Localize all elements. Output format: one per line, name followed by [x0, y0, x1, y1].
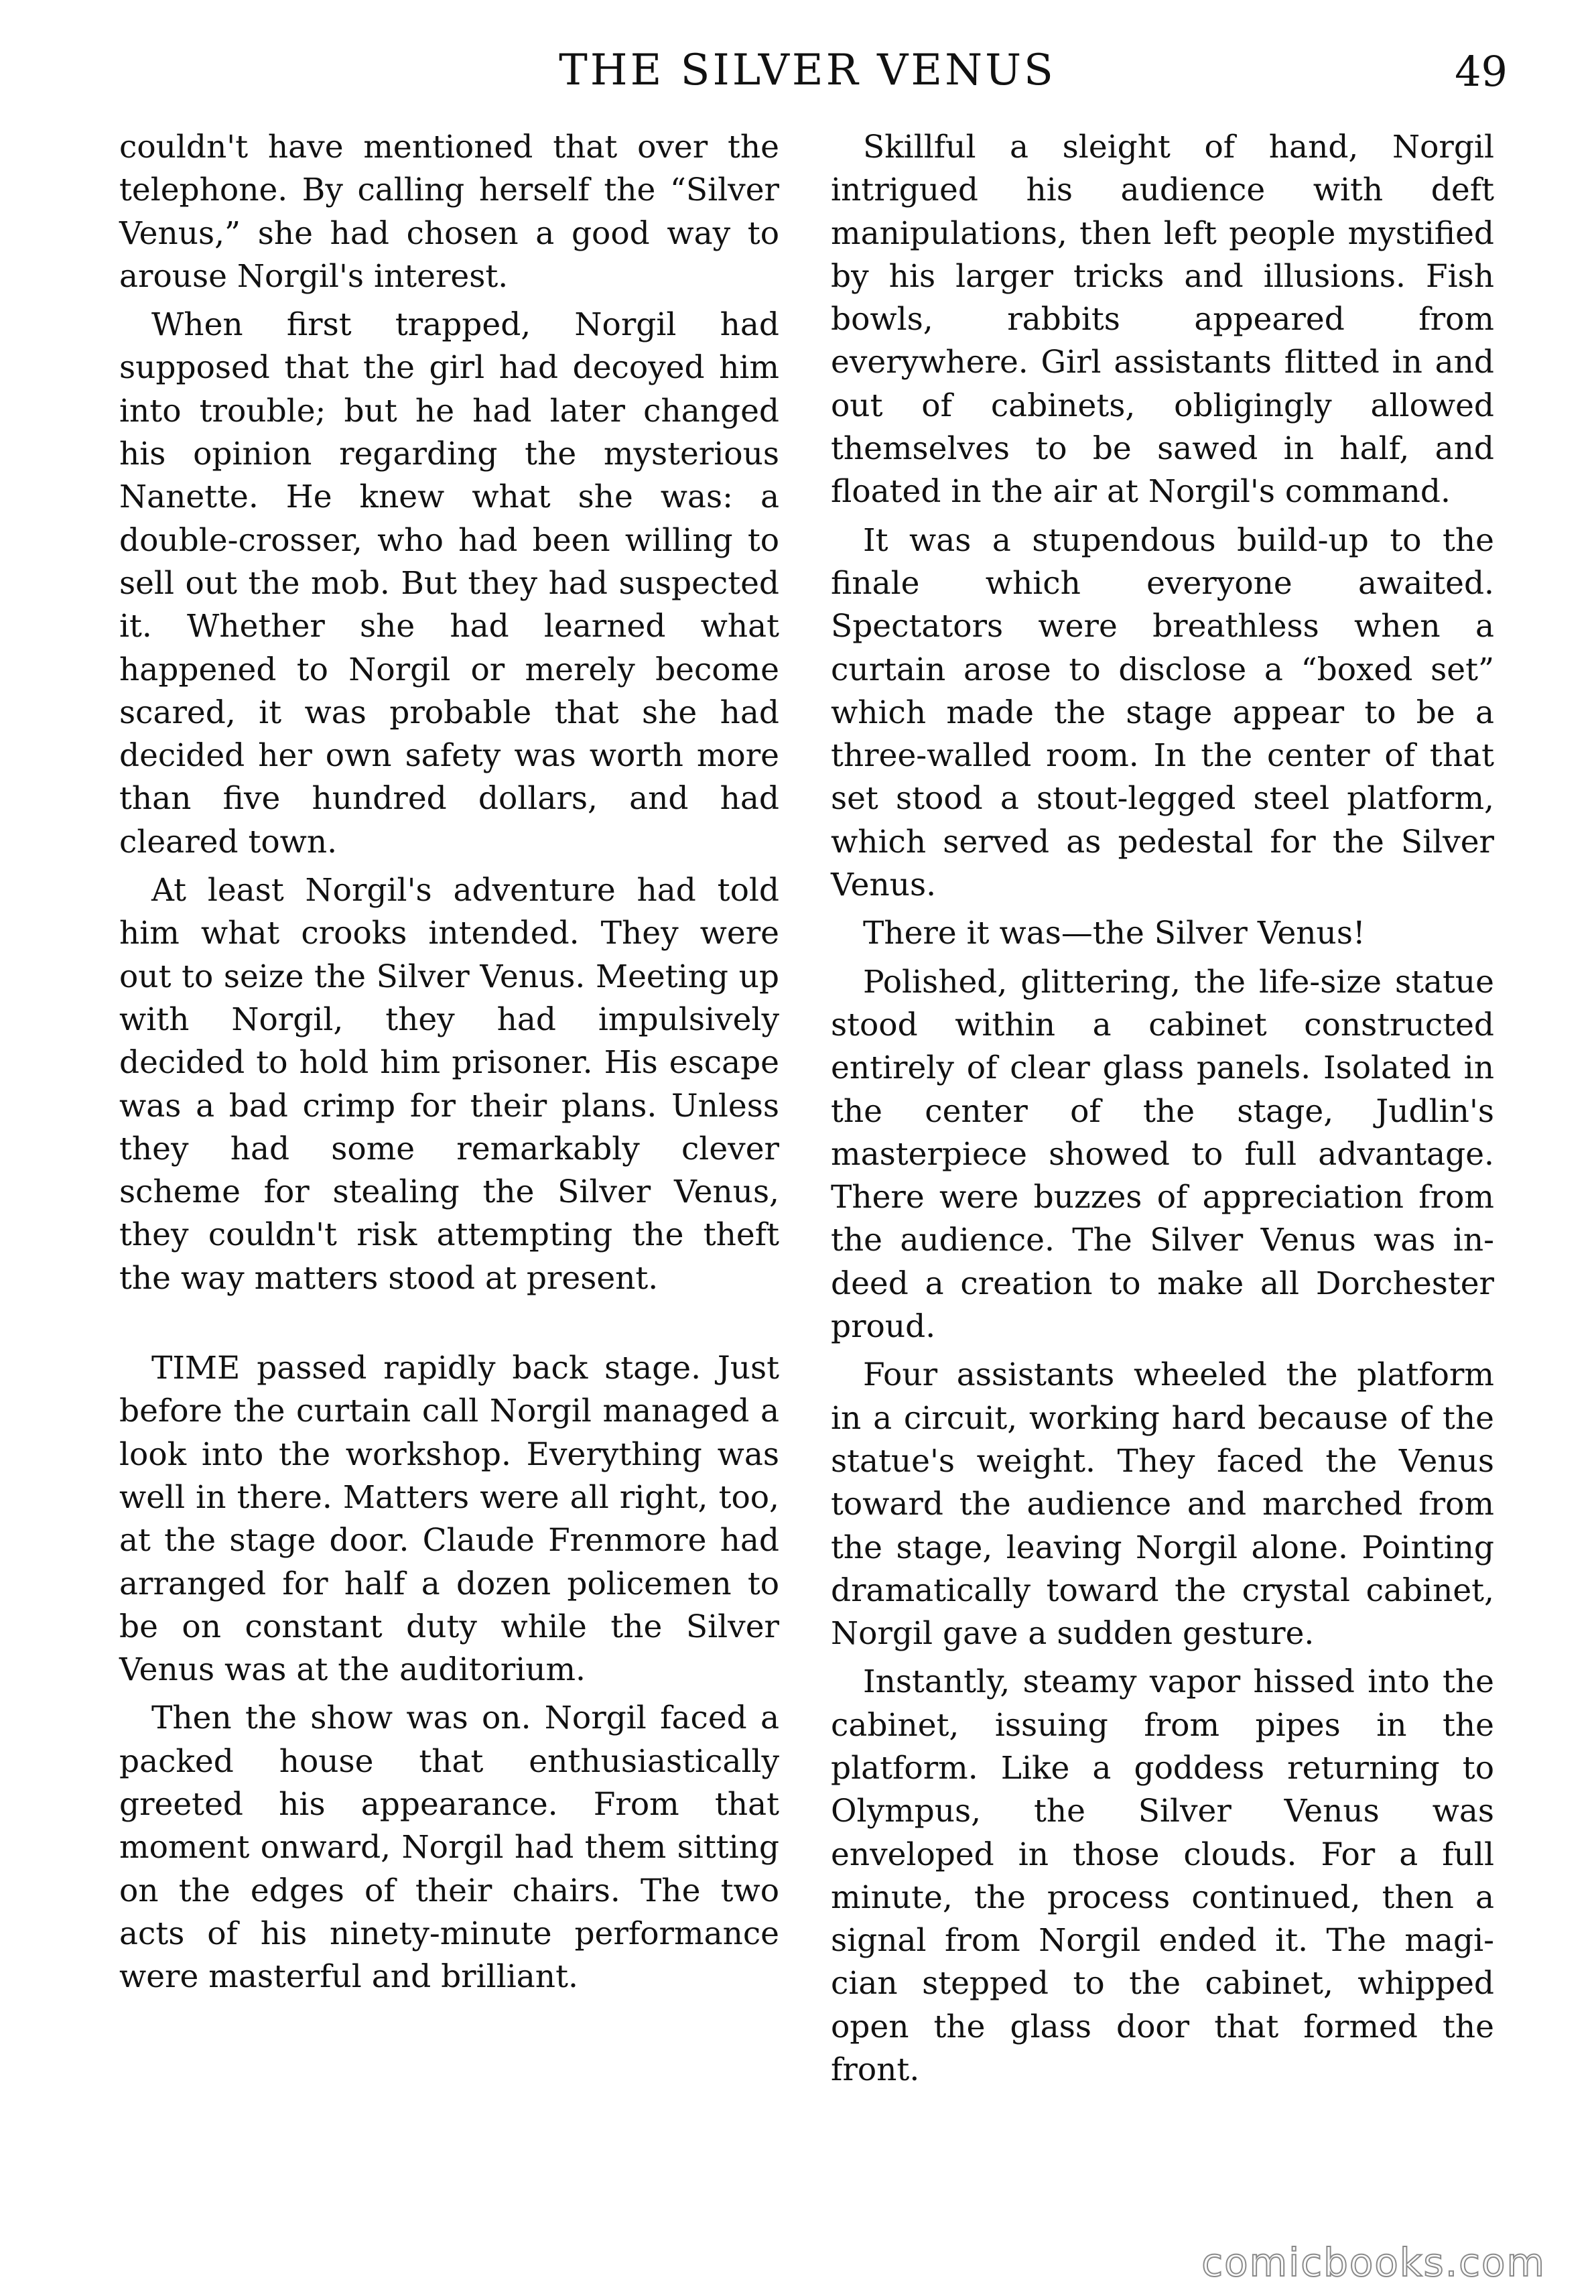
paragraph: At least Norgil's adventure had told him what crooks intended. They were out to seize the Silver Venus. Meeting up with Norgil, they had impulsively decided to hold him prisoner. His escape was a bad crimp for their plans. Unless they had some remarkably clever scheme for stealing the Silver Venus, they couldn't risk attempting the theft the way matters stood at present.	[119, 872, 779, 1297]
paragraph-section-start: TIME passed rapidly back stage. Just before the curtain call Norgil managed a look into the workshop. Everything was well in there. Matters were all right, too, at the stage door. Claude Frenmore had arranged for half a dozen policemen to be on constant duty while the Silver Venus was at the auditorium.	[119, 1350, 779, 1689]
watermark: comicbooks.com	[1201, 2240, 1546, 2285]
page-header	[107, 32, 1508, 106]
running-head-title: THE SILVER VENUS	[559, 46, 1056, 95]
paragraph: Skillful a sleight of hand, Norgil intrigued his audience with deft manipulations, then left people mystified by his larger tricks and illusions. Fish bowls, rabbits appeared from everywhere. Girl assistants flitted in and out of cabinets, obligingly allowed themselves to be sawed in half, and floated in the air at Norgil's command.	[831, 129, 1494, 511]
page-number: 49	[1455, 47, 1508, 96]
paragraph: It was a stupendous build-up to the finale which everyone awaited. Spectators were breathless when a curtain arose to disclose a “boxed set” which made the stage appear to be a three-walled room. In the center of that set stood a stout-legged steel platform, which served as pedestal for the Silver Venus.	[831, 521, 1494, 904]
paragraph: Instantly, steamy vapor hissed into the cabinet, issuing from pipes in the platform. Like a goddess returning to Olympus, the Silver Venus was enveloped in those clouds. For a full minute, the process continued, then a signal from Norgil ended it. The magician stepped to the cabinet, whipped open the glass door that formed the front.	[831, 1663, 1494, 2089]
paragraph: Four assistants wheeled the platform in a circuit, working hard because of the statue's weight. They faced the Venus toward the audience and marched from the stage, leaving Norgil alone. Pointing dramatically toward the crystal cabinet, Norgil gave a sudden gesture.	[831, 1356, 1494, 1653]
paragraph: Then the show was on. Norgil faced a packed house that enthusiastically greeted his appearance. From that moment onward, Norgil had them sitting on the edges of their chairs. The two acts of his ninety-minute performance were masterful and brilliant.	[119, 1700, 779, 1996]
paragraph: couldn't have mentioned that over the telephone. By calling herself the “Silver Venus,” she had chosen a good way to arouse Norgil's interest.	[119, 129, 779, 295]
paragraph: There it was—the Silver Venus!	[863, 915, 1366, 952]
paragraph: When first trapped, Norgil had supposed that the girl had decoyed him into trouble; but he had later changed his opinion regarding the mysterious Nanette. He knew what she was: a double-crosser, who had been willing to sell out the mob. But they had suspected it. Whether she had learned what happened to Norgil or merely become scared, it was probable that she had decided her own safety was worth more than five hundred dollars, and had cleared town.	[119, 306, 779, 860]
left-column	[119, 126, 779, 2004]
right-column	[831, 126, 1494, 2097]
paragraph: Polished, glittering, the life-size statue stood within a cabinet constructed entirely of clear glass panels. Isolated in the center of the stage, Judlin's masterpiece showed to full advantage. There were buzzes of appreciation from the audience. The Silver Venus was indeed a creation to make all Dorchester proud.	[831, 963, 1494, 1346]
